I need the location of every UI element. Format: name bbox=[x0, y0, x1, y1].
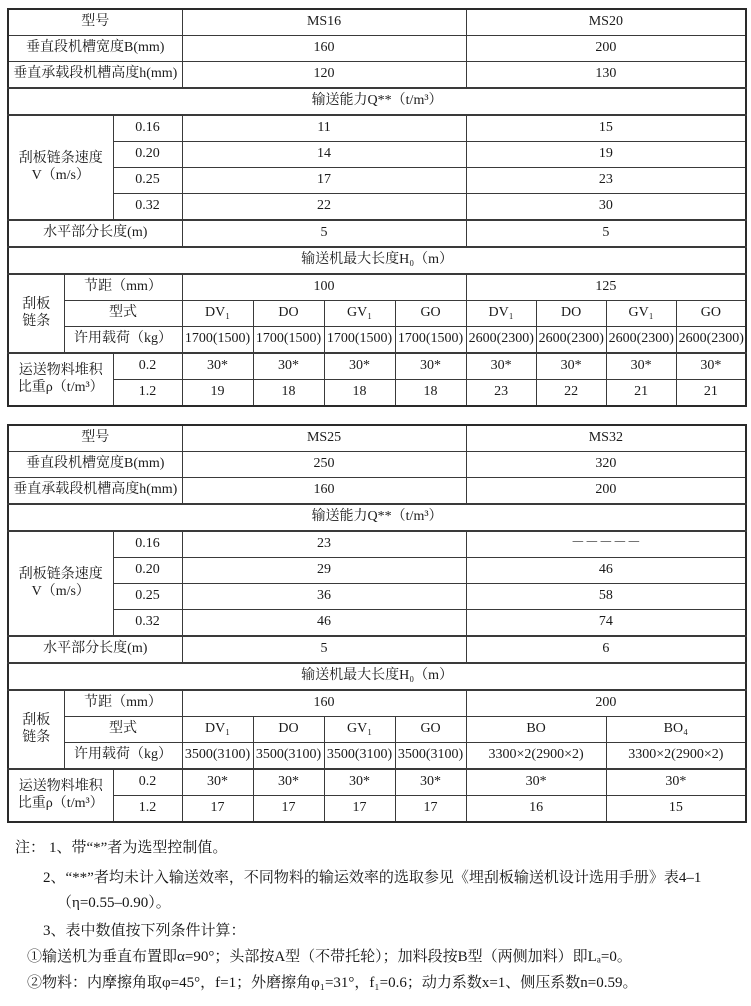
model-cell: MS20 bbox=[466, 9, 746, 36]
capacity-cell: 46 bbox=[466, 558, 746, 584]
type-cell: DV₁ bbox=[182, 301, 253, 327]
maxlen-cell: 30* bbox=[395, 769, 466, 796]
row-label-cell: 型号 bbox=[8, 9, 182, 36]
load-cell: 3300×2(2900×2) bbox=[606, 743, 746, 770]
density-label-cell bbox=[8, 769, 113, 822]
capacity-cell: 14 bbox=[182, 142, 466, 168]
speed-label-cell bbox=[8, 531, 113, 636]
speed-row bbox=[8, 558, 746, 584]
value-cell: 160 bbox=[182, 478, 466, 505]
capacity-header-row bbox=[8, 504, 746, 531]
speed-label-cell bbox=[8, 115, 113, 220]
type-cell: GO bbox=[395, 717, 466, 743]
note-condition-1-text: ①输送机为垂直布置即α=90°；头部按A型（不带托轮）；加料段按B型（两侧加料）即Lₐ=0。 bbox=[27, 949, 632, 965]
maxlen-cell: 30* bbox=[606, 769, 746, 796]
table-gap bbox=[7, 407, 744, 424]
type-row bbox=[8, 717, 746, 743]
density-row bbox=[8, 769, 746, 796]
type-cell: DO bbox=[253, 717, 324, 743]
maxlen-cell: 17 bbox=[182, 796, 253, 823]
capacity-cell: 23 bbox=[182, 531, 466, 558]
load-cell: 2600(2300) bbox=[466, 327, 536, 354]
note-line-1 bbox=[7, 836, 744, 861]
maxlen-cell: 30* bbox=[536, 353, 606, 380]
maxlen-header-row bbox=[8, 663, 746, 690]
density-label-line1: 运送物料堆积 bbox=[18, 779, 103, 795]
speed-value-cell: 0.25 bbox=[113, 584, 182, 610]
model-cell: MS25 bbox=[182, 425, 466, 452]
maxlen-cell: 30* bbox=[253, 769, 324, 796]
load-cell: 3500(3100) bbox=[253, 743, 324, 770]
maxlen-cell: 15 bbox=[606, 796, 746, 823]
speed-row bbox=[8, 194, 746, 221]
load-cell: 1700(1500) bbox=[395, 327, 466, 354]
row-label-cell: 垂直段机槽宽度B(mm) bbox=[8, 452, 182, 478]
value-cell: 320 bbox=[466, 452, 746, 478]
maxlen-cell: 23 bbox=[466, 380, 536, 407]
type-row bbox=[8, 301, 746, 327]
row-label-cell: 水平部分长度(m) bbox=[8, 636, 182, 663]
type-cell: GV₁ bbox=[606, 301, 676, 327]
row-label-cell: 节距（mm） bbox=[64, 690, 182, 717]
pitch-cell: 100 bbox=[182, 274, 466, 301]
notes-label: 注： bbox=[15, 840, 46, 856]
maxlen-cell: 30* bbox=[324, 769, 395, 796]
density-row bbox=[8, 796, 746, 823]
capacity-cell: 15 bbox=[466, 115, 746, 142]
note-2-text: 2、“**”者均未计入输送效率，不同物料的输运效率的选取参见《埋刮板输送机设计选用手册》表4–1 bbox=[43, 870, 702, 886]
speed-value-cell: 0.25 bbox=[113, 168, 182, 194]
type-cell: BO₄ bbox=[606, 717, 746, 743]
type-cell: DO bbox=[536, 301, 606, 327]
model-cell: MS16 bbox=[182, 9, 466, 36]
speed-label-line1: 刮板链条速度 bbox=[18, 567, 103, 583]
value-cell: 250 bbox=[182, 452, 466, 478]
capacity-cell: 46 bbox=[182, 610, 466, 637]
load-cell: 3300×2(2900×2) bbox=[466, 743, 606, 770]
model-row bbox=[8, 9, 746, 36]
note-condition-2 bbox=[7, 971, 744, 996]
capacity-cell: 30 bbox=[466, 194, 746, 221]
row-label-cell: 型式 bbox=[64, 301, 182, 327]
maxlen-cell: 30* bbox=[466, 769, 606, 796]
load-cell: 2600(2300) bbox=[676, 327, 746, 354]
maxlen-cell: 19 bbox=[182, 380, 253, 407]
density-value-cell: 0.2 bbox=[113, 353, 182, 380]
load-cell: 2600(2300) bbox=[536, 327, 606, 354]
maxlen-cell: 21 bbox=[606, 380, 676, 407]
maxlen-cell: 30* bbox=[182, 353, 253, 380]
section-header-cell: 输送能力Q**（t/m³） bbox=[8, 88, 746, 115]
pitch-cell: 160 bbox=[182, 690, 466, 717]
maxlen-cell: 30* bbox=[676, 353, 746, 380]
row-label-cell: 许用载荷（kg） bbox=[64, 327, 182, 354]
capacity-cell: －－－－－ bbox=[466, 531, 746, 558]
trough-width-row bbox=[8, 36, 746, 62]
trough-height-row bbox=[8, 62, 746, 89]
maxlen-cell: 18 bbox=[253, 380, 324, 407]
density-label-cell bbox=[8, 353, 113, 406]
chain-label-line2: 链条 bbox=[22, 729, 51, 745]
maxlen-cell: 22 bbox=[536, 380, 606, 407]
load-cell: 2600(2300) bbox=[606, 327, 676, 354]
section-header-cell: 输送机最大长度H₀（m） bbox=[8, 247, 746, 274]
load-cell: 1700(1500) bbox=[324, 327, 395, 354]
chain-label-line2: 链条 bbox=[22, 313, 51, 329]
speed-row bbox=[8, 610, 746, 637]
value-cell: 5 bbox=[182, 636, 466, 663]
note-2-cont-text: （η=0.55–0.90）。 bbox=[57, 895, 171, 911]
note-line-2-cont bbox=[7, 891, 744, 916]
row-label-cell: 垂直承载段机槽高度h(mm) bbox=[8, 478, 182, 505]
note-line-3 bbox=[7, 919, 744, 944]
value-cell: 6 bbox=[466, 636, 746, 663]
row-label-cell: 许用载荷（kg） bbox=[64, 743, 182, 770]
notes-section bbox=[7, 836, 744, 996]
type-cell: DV₁ bbox=[182, 717, 253, 743]
density-label-line2: 比重ρ（t/m³） bbox=[17, 795, 104, 811]
density-value-cell: 1.2 bbox=[113, 796, 182, 823]
type-cell: GO bbox=[676, 301, 746, 327]
maxlen-cell: 18 bbox=[324, 380, 395, 407]
density-label-line1: 运送物料堆积 bbox=[18, 363, 103, 379]
maxlen-cell: 30* bbox=[253, 353, 324, 380]
section-header-cell: 输送机最大长度H₀（m） bbox=[8, 663, 746, 690]
model-row bbox=[8, 425, 746, 452]
speed-row bbox=[8, 531, 746, 558]
spec-table-ms25-ms32 bbox=[7, 424, 747, 823]
density-label-line2: 比重ρ（t/m³） bbox=[17, 379, 104, 395]
capacity-cell: 22 bbox=[182, 194, 466, 221]
maxlen-cell: 17 bbox=[324, 796, 395, 823]
type-cell: DV₁ bbox=[466, 301, 536, 327]
pitch-row bbox=[8, 690, 746, 717]
speed-value-cell: 0.32 bbox=[113, 194, 182, 221]
value-cell: 200 bbox=[466, 478, 746, 505]
maxlen-cell: 16 bbox=[466, 796, 606, 823]
maxlen-cell: 30* bbox=[466, 353, 536, 380]
load-cell: 3500(3100) bbox=[182, 743, 253, 770]
model-cell: MS32 bbox=[466, 425, 746, 452]
row-label-cell: 水平部分长度(m) bbox=[8, 220, 182, 247]
type-cell: GO bbox=[395, 301, 466, 327]
speed-row bbox=[8, 115, 746, 142]
chain-label-cell bbox=[8, 690, 64, 769]
value-cell: 120 bbox=[182, 62, 466, 89]
pitch-cell: 200 bbox=[466, 690, 746, 717]
capacity-cell: 36 bbox=[182, 584, 466, 610]
value-cell: 200 bbox=[466, 36, 746, 62]
capacity-cell: 11 bbox=[182, 115, 466, 142]
chain-label-cell bbox=[8, 274, 64, 353]
maxlen-header-row bbox=[8, 247, 746, 274]
density-row bbox=[8, 353, 746, 380]
density-row bbox=[8, 380, 746, 407]
maxlen-cell: 17 bbox=[395, 796, 466, 823]
horizontal-length-row bbox=[8, 220, 746, 247]
capacity-cell: 19 bbox=[466, 142, 746, 168]
load-cell: 3500(3100) bbox=[324, 743, 395, 770]
speed-value-cell: 0.20 bbox=[113, 558, 182, 584]
type-cell: BO bbox=[466, 717, 606, 743]
value-cell: 5 bbox=[182, 220, 466, 247]
capacity-cell: 29 bbox=[182, 558, 466, 584]
note-condition-1 bbox=[7, 945, 744, 970]
speed-row bbox=[8, 142, 746, 168]
maxlen-cell: 30* bbox=[182, 769, 253, 796]
speed-label-line2: V（m/s） bbox=[31, 167, 90, 183]
maxlen-cell: 30* bbox=[606, 353, 676, 380]
note-3-text: 3、表中数值按下列条件计算： bbox=[43, 923, 246, 939]
load-row bbox=[8, 327, 746, 354]
trough-width-row bbox=[8, 452, 746, 478]
speed-value-cell: 0.16 bbox=[113, 531, 182, 558]
load-cell: 1700(1500) bbox=[182, 327, 253, 354]
capacity-cell: 23 bbox=[466, 168, 746, 194]
maxlen-cell: 21 bbox=[676, 380, 746, 407]
value-cell: 130 bbox=[466, 62, 746, 89]
row-label-cell: 型号 bbox=[8, 425, 182, 452]
row-label-cell: 垂直承载段机槽高度h(mm) bbox=[8, 62, 182, 89]
value-cell: 5 bbox=[466, 220, 746, 247]
maxlen-cell: 17 bbox=[253, 796, 324, 823]
pitch-row bbox=[8, 274, 746, 301]
type-cell: DO bbox=[253, 301, 324, 327]
speed-row bbox=[8, 584, 746, 610]
load-cell: 3500(3100) bbox=[395, 743, 466, 770]
speed-label-line1: 刮板链条速度 bbox=[18, 151, 103, 167]
speed-label-line2: V（m/s） bbox=[31, 583, 90, 599]
maxlen-cell: 18 bbox=[395, 380, 466, 407]
maxlen-cell: 30* bbox=[395, 353, 466, 380]
section-header-cell: 输送能力Q**（t/m³） bbox=[8, 504, 746, 531]
maxlen-cell: 30* bbox=[324, 353, 395, 380]
load-cell: 1700(1500) bbox=[253, 327, 324, 354]
load-row bbox=[8, 743, 746, 770]
row-label-cell: 节距（mm） bbox=[64, 274, 182, 301]
value-cell: 160 bbox=[182, 36, 466, 62]
speed-value-cell: 0.20 bbox=[113, 142, 182, 168]
type-cell: GV₁ bbox=[324, 301, 395, 327]
speed-value-cell: 0.32 bbox=[113, 610, 182, 637]
trough-height-row bbox=[8, 478, 746, 505]
capacity-cell: 58 bbox=[466, 584, 746, 610]
capacity-header-row bbox=[8, 88, 746, 115]
note-line-2 bbox=[7, 866, 744, 891]
row-label-cell: 型式 bbox=[64, 717, 182, 743]
density-value-cell: 0.2 bbox=[113, 769, 182, 796]
note-1-text: 1、带“*”者为选型控制值。 bbox=[49, 840, 228, 856]
chain-label-line1: 刮板 bbox=[22, 713, 51, 729]
capacity-cell: 74 bbox=[466, 610, 746, 637]
density-value-cell: 1.2 bbox=[113, 380, 182, 407]
spec-table-ms16-ms20 bbox=[7, 8, 747, 407]
capacity-cell: 17 bbox=[182, 168, 466, 194]
row-label-cell: 垂直段机槽宽度B(mm) bbox=[8, 36, 182, 62]
type-cell: GV₁ bbox=[324, 717, 395, 743]
chain-label-line1: 刮板 bbox=[22, 297, 51, 313]
pitch-cell: 125 bbox=[466, 274, 746, 301]
speed-value-cell: 0.16 bbox=[113, 115, 182, 142]
speed-row bbox=[8, 168, 746, 194]
horizontal-length-row bbox=[8, 636, 746, 663]
note-condition-2-text: ②物料：内摩擦角取φ=45°，f=1；外磨擦角φ₁=31°，f₁=0.6；动力系数x=1、侧压系数n=0.59。 bbox=[27, 975, 638, 991]
